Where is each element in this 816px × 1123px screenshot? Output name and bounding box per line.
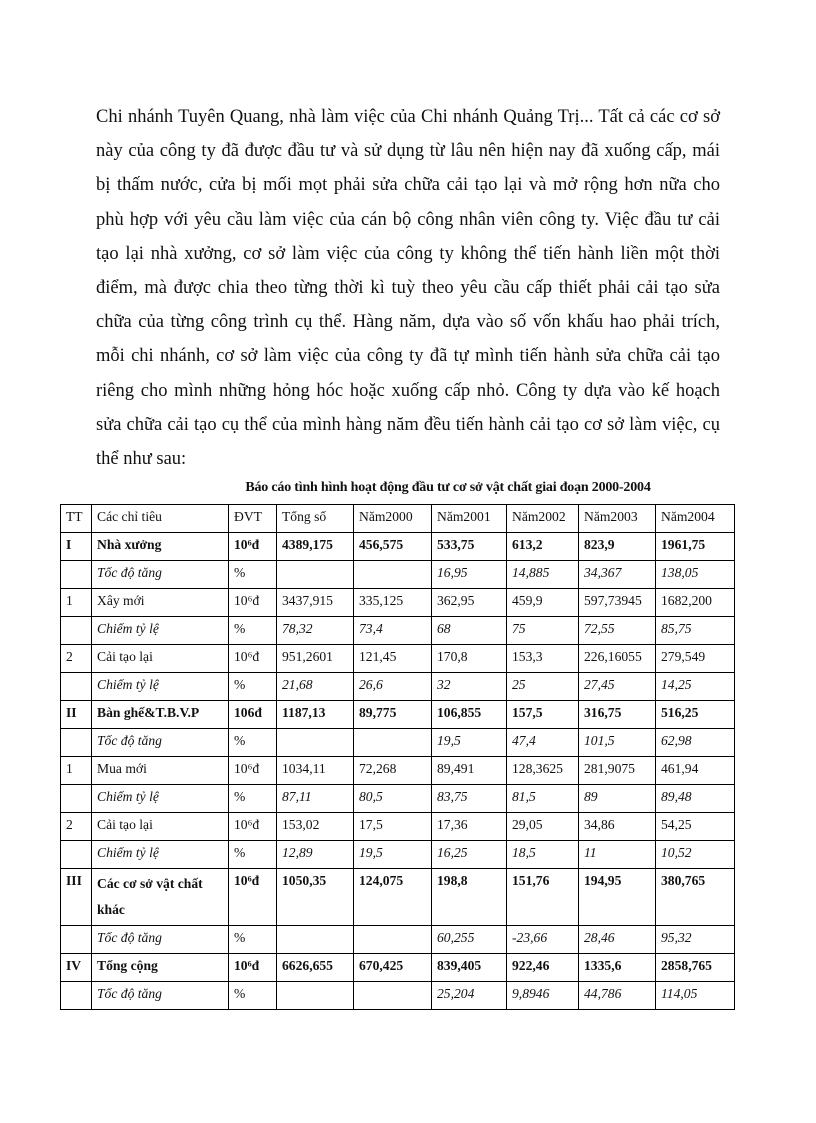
- table-cell: 29,05: [507, 813, 579, 841]
- row-label-cell: Chiếm tỷ lệ: [92, 617, 229, 645]
- table-cell: 16,95: [432, 561, 507, 589]
- table-cell: 12,89: [277, 841, 354, 869]
- table-cell: 2: [61, 813, 92, 841]
- table-cell: 194,95: [579, 869, 656, 926]
- row-label-cell: Tốc độ tăng: [92, 729, 229, 757]
- table-cell: 121,45: [354, 645, 432, 673]
- table-row: [61, 785, 735, 813]
- table-cell: 10⁶đ: [229, 954, 277, 982]
- table-cell: 922,46: [507, 954, 579, 982]
- table-cell: 124,075: [354, 869, 432, 926]
- table-row: [61, 729, 735, 757]
- table-cell: %: [229, 841, 277, 869]
- table-cell: 459,9: [507, 589, 579, 617]
- table-row: [61, 757, 735, 785]
- row-label-cell: Tổng cộng: [92, 954, 229, 982]
- table-cell: [61, 729, 92, 757]
- table-cell: 32: [432, 673, 507, 701]
- table-cell: 19,5: [354, 841, 432, 869]
- table-cell: 25,204: [432, 982, 507, 1010]
- table-cell: 10,52: [656, 841, 735, 869]
- table-cell: 106đ: [229, 701, 277, 729]
- table-cell: 89,491: [432, 757, 507, 785]
- table-cell: %: [229, 673, 277, 701]
- table-cell: 10⁶đ: [229, 757, 277, 785]
- header-cell: Năm2001: [432, 505, 507, 533]
- table-cell: II: [61, 701, 92, 729]
- table-row: [61, 869, 735, 926]
- row-label-cell: Mua mới: [92, 757, 229, 785]
- table-cell: %: [229, 617, 277, 645]
- row-label-cell: Chiếm tỷ lệ: [92, 673, 229, 701]
- table-cell: 10⁶đ: [229, 813, 277, 841]
- row-label-cell: Tốc độ tăng: [92, 926, 229, 954]
- table-cell: III: [61, 869, 92, 926]
- paragraph-line: bị thấm nước, cửa bị mối mọt phải sửa chữa cải tạo lại và mở rộng hơn nữa cho: [96, 175, 720, 196]
- body-paragraph: [96, 100, 720, 476]
- row-label-cell: Các cơ sở vật chất khác: [92, 869, 229, 926]
- table-row: [61, 813, 735, 841]
- table-cell: 151,76: [507, 869, 579, 926]
- row-label-cell: Nhà xưởng: [92, 533, 229, 561]
- table-cell: 114,05: [656, 982, 735, 1010]
- table-cell: 106,855: [432, 701, 507, 729]
- table-cell: [354, 729, 432, 757]
- table-cell: [61, 673, 92, 701]
- paragraph-line: chữa của từng công trình cụ thể. Hàng năm, dựa vào số vốn khấu hao phải trích,: [96, 312, 720, 333]
- table-cell: %: [229, 785, 277, 813]
- paragraph-line: tạo lại nhà xưởng, cơ sở làm việc của công ty không thể tiến hành liền một thời: [96, 243, 720, 264]
- investment-table: [60, 504, 735, 1010]
- paragraph-line: sửa chữa cải tạo cụ thể của mình hàng năm đều tiến hành cải tạo cơ sở làm việc, cụ: [96, 414, 720, 435]
- table-cell: 533,75: [432, 533, 507, 561]
- table-cell: 17,5: [354, 813, 432, 841]
- table-cell: 89,48: [656, 785, 735, 813]
- table-cell: I: [61, 533, 92, 561]
- table-cell: 226,16055: [579, 645, 656, 673]
- row-label-cell: Tốc độ tăng: [92, 561, 229, 589]
- paragraph-line: mỗi chi nhánh, cơ sở làm việc của công ty đã tự mình tiến hành sửa chữa cải tạo: [96, 346, 720, 367]
- table-cell: [61, 561, 92, 589]
- header-cell: Năm2002: [507, 505, 579, 533]
- table-cell: 4389,175: [277, 533, 354, 561]
- table-cell: 128,3625: [507, 757, 579, 785]
- table-cell: [354, 982, 432, 1010]
- table-cell: 1: [61, 757, 92, 785]
- table-row: [61, 589, 735, 617]
- row-label-cell: Chiếm tỷ lệ: [92, 841, 229, 869]
- table-cell: 597,73945: [579, 589, 656, 617]
- table-cell: %: [229, 561, 277, 589]
- table-cell: [277, 982, 354, 1010]
- table-cell: [354, 926, 432, 954]
- row-label-cell: Cải tạo lại: [92, 645, 229, 673]
- table-cell: [61, 926, 92, 954]
- table-cell: 54,25: [656, 813, 735, 841]
- table-cell: 78,32: [277, 617, 354, 645]
- header-cell: ĐVT: [229, 505, 277, 533]
- table-cell: 72,55: [579, 617, 656, 645]
- table-cell: 89: [579, 785, 656, 813]
- table-row: [61, 533, 735, 561]
- table-cell: IV: [61, 954, 92, 982]
- table-cell: 34,367: [579, 561, 656, 589]
- table-cell: 1034,11: [277, 757, 354, 785]
- table-cell: [277, 561, 354, 589]
- table-row: [61, 645, 735, 673]
- table-cell: [354, 561, 432, 589]
- table-cell: 3437,915: [277, 589, 354, 617]
- table-cell: 72,268: [354, 757, 432, 785]
- table-cell: 279,549: [656, 645, 735, 673]
- table-cell: 10⁶đ: [229, 869, 277, 926]
- table-cell: 28,46: [579, 926, 656, 954]
- table-cell: [61, 617, 92, 645]
- table-cell: 157,5: [507, 701, 579, 729]
- table-cell: 18,5: [507, 841, 579, 869]
- table-cell: 1961,75: [656, 533, 735, 561]
- table-cell: %: [229, 982, 277, 1010]
- table-header-row: [61, 505, 735, 533]
- table-cell: 14,885: [507, 561, 579, 589]
- row-label-cell: Tốc độ tăng: [92, 982, 229, 1010]
- table-cell: 1050,35: [277, 869, 354, 926]
- header-cell: Tổng số: [277, 505, 354, 533]
- table-cell: 461,94: [656, 757, 735, 785]
- table-cell: 281,9075: [579, 757, 656, 785]
- table-cell: 2: [61, 645, 92, 673]
- header-cell: Năm2003: [579, 505, 656, 533]
- paragraph-line: điểm, mà được chia theo từng thời kì tuỳ theo yêu cầu cấp thiết phải cải tạo sửa: [96, 278, 720, 299]
- table-cell: 10⁶đ: [229, 645, 277, 673]
- table-cell: 951,2601: [277, 645, 354, 673]
- row-label-cell: Xây mới: [92, 589, 229, 617]
- table-row: [61, 617, 735, 645]
- table-row: [61, 954, 735, 982]
- table-cell: 839,405: [432, 954, 507, 982]
- table-cell: 26,6: [354, 673, 432, 701]
- table-row: [61, 841, 735, 869]
- table-cell: 516,25: [656, 701, 735, 729]
- row-label-cell: Cải tạo lại: [92, 813, 229, 841]
- table-caption: Báo cáo tình hình hoạt động đầu tư cơ sở vật chất giai đoạn 2000-2004: [245, 480, 651, 495]
- table-cell: [61, 841, 92, 869]
- row-label-cell: Chiếm tỷ lệ: [92, 785, 229, 813]
- table-cell: 25: [507, 673, 579, 701]
- table-cell: 81,5: [507, 785, 579, 813]
- table-cell: 27,45: [579, 673, 656, 701]
- header-cell: Năm2004: [656, 505, 735, 533]
- table-cell: 47,4: [507, 729, 579, 757]
- paragraph-line: này của công ty đã được đầu tư và sử dụng từ lâu nên hiện nay đã xuống cấp, mái: [96, 141, 720, 162]
- paragraph-line: phù hợp với yêu cầu làm việc của cán bộ công nhân viên công ty. Việc đầu tư cải: [96, 209, 720, 230]
- table-cell: 68: [432, 617, 507, 645]
- table-cell: 89,775: [354, 701, 432, 729]
- table-cell: [277, 729, 354, 757]
- table-cell: 95,32: [656, 926, 735, 954]
- table-cell: 62,98: [656, 729, 735, 757]
- paragraph-line: riêng cho mình những hỏng hóc hoặc xuống cấp nhỏ. Công ty dựa vào kế hoạch: [96, 380, 720, 401]
- table-cell: 170,8: [432, 645, 507, 673]
- table-cell: 670,425: [354, 954, 432, 982]
- table-cell: 456,575: [354, 533, 432, 561]
- table-cell: [61, 785, 92, 813]
- paragraph-line: Chi nhánh Tuyên Quang, nhà làm việc của Chi nhánh Quảng Trị... Tất cả các cơ sở: [96, 107, 720, 127]
- table-row: [61, 701, 735, 729]
- table-cell: [61, 982, 92, 1010]
- paragraph-line: thể như sau:: [96, 449, 187, 470]
- header-cell: TT: [61, 505, 92, 533]
- table-cell: 316,75: [579, 701, 656, 729]
- table-cell: 9,8946: [507, 982, 579, 1010]
- table-cell: 14,25: [656, 673, 735, 701]
- header-cell: Năm2000: [354, 505, 432, 533]
- table-cell: 1: [61, 589, 92, 617]
- table-cell: 75: [507, 617, 579, 645]
- table-cell: 10⁶đ: [229, 533, 277, 561]
- table-row: [61, 926, 735, 954]
- table-cell: 10⁶đ: [229, 589, 277, 617]
- row-label-cell: Bàn ghế&T.B.V.P: [92, 701, 229, 729]
- table-cell: 21,68: [277, 673, 354, 701]
- table-row: [61, 982, 735, 1010]
- table-cell: 198,8: [432, 869, 507, 926]
- table-cell: 60,255: [432, 926, 507, 954]
- table-row: [61, 561, 735, 589]
- table-cell: -23,66: [507, 926, 579, 954]
- table-cell: 1187,13: [277, 701, 354, 729]
- table-cell: 823,9: [579, 533, 656, 561]
- table-cell: 87,11: [277, 785, 354, 813]
- table-cell: 34,86: [579, 813, 656, 841]
- table-cell: 6626,655: [277, 954, 354, 982]
- table-cell: 85,75: [656, 617, 735, 645]
- table-cell: 153,3: [507, 645, 579, 673]
- table-cell: 613,2: [507, 533, 579, 561]
- table-cell: 16,25: [432, 841, 507, 869]
- table-cell: 1682,200: [656, 589, 735, 617]
- table-cell: 153,02: [277, 813, 354, 841]
- table-cell: 362,95: [432, 589, 507, 617]
- table-cell: 44,786: [579, 982, 656, 1010]
- table-cell: %: [229, 729, 277, 757]
- table-cell: 335,125: [354, 589, 432, 617]
- table-cell: 380,765: [656, 869, 735, 926]
- table-row: [61, 673, 735, 701]
- table-cell: %: [229, 926, 277, 954]
- table-cell: 11: [579, 841, 656, 869]
- table-cell: 80,5: [354, 785, 432, 813]
- table-cell: 73,4: [354, 617, 432, 645]
- table-cell: 138,05: [656, 561, 735, 589]
- table-cell: 2858,765: [656, 954, 735, 982]
- table-cell: 101,5: [579, 729, 656, 757]
- table-cell: 19,5: [432, 729, 507, 757]
- table-cell: [277, 926, 354, 954]
- table-cell: 83,75: [432, 785, 507, 813]
- table-cell: 1335,6: [579, 954, 656, 982]
- table-cell: 17,36: [432, 813, 507, 841]
- header-cell: Các chỉ tiêu: [92, 505, 229, 533]
